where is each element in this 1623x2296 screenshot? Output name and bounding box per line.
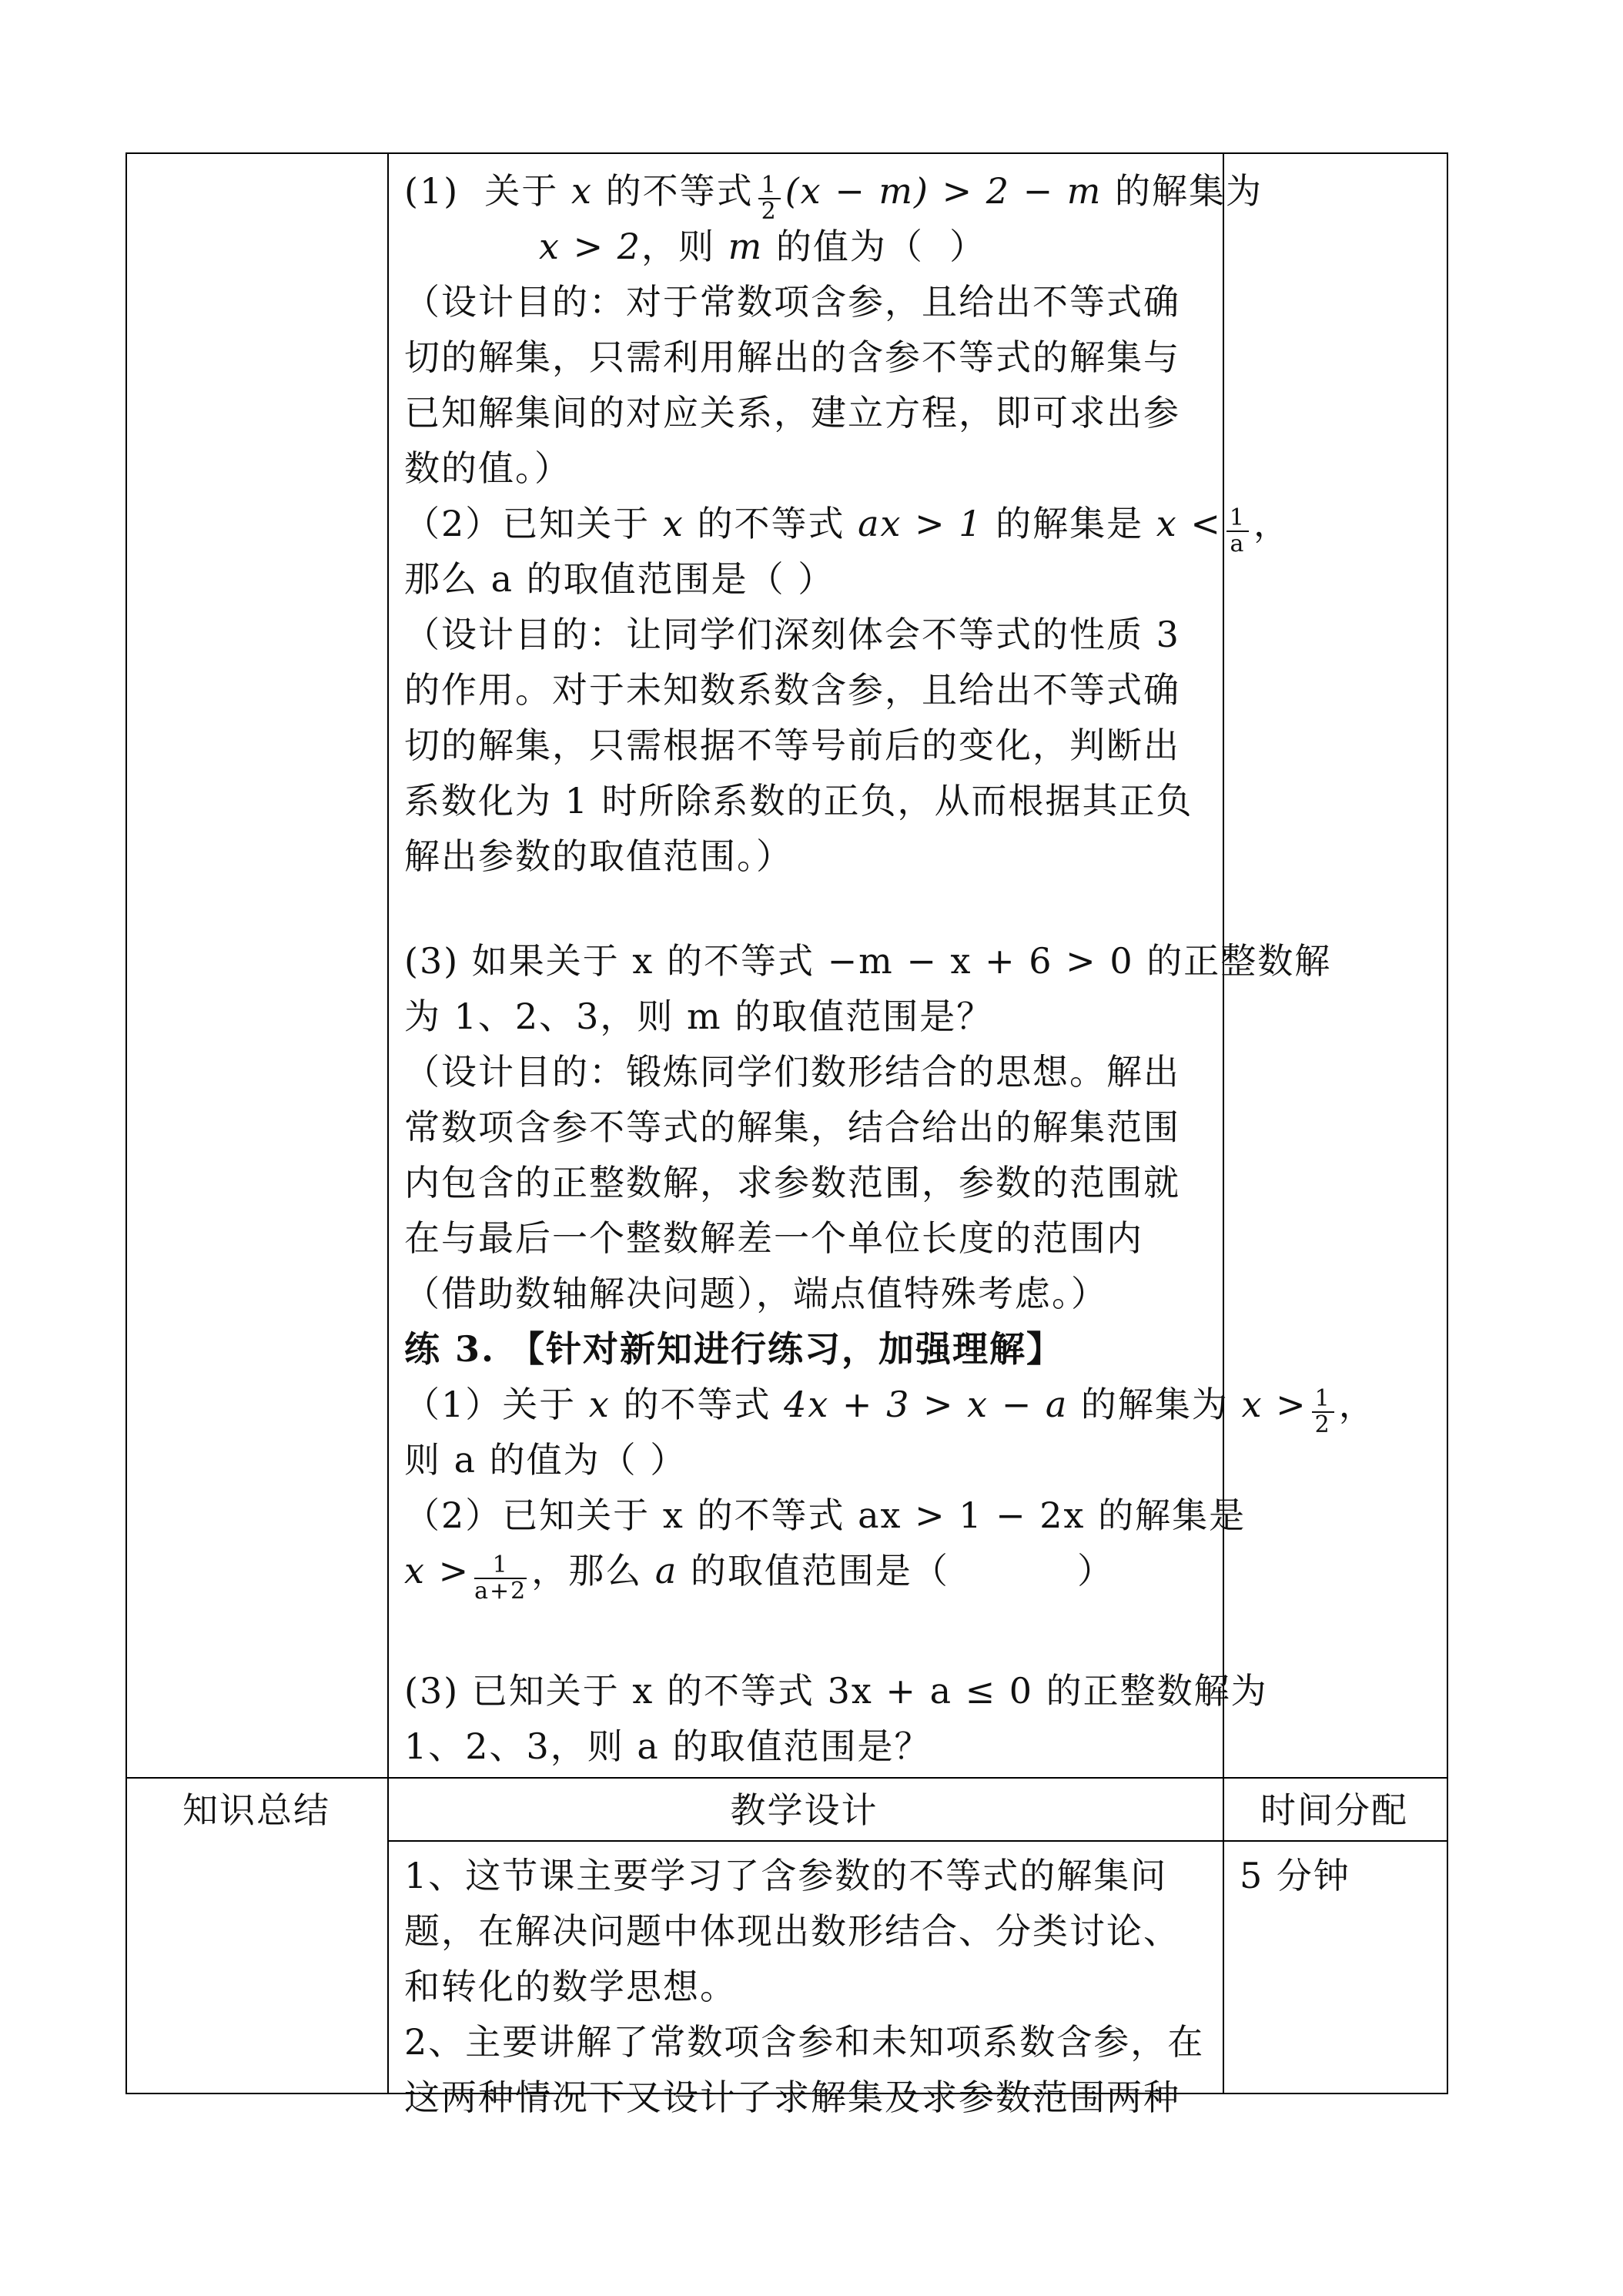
summary-line: 这两种情况下又设计了求解集及求参数范围两种	[404, 2077, 1180, 2118]
summary-line: 2、主要讲解了常数项含参和未知项系数含参，在	[404, 2021, 1205, 2063]
content-line: 则 a 的值为（ ）	[404, 1439, 688, 1481]
content-line: 已知解集间的对应关系，建立方程，即可求出参	[404, 392, 1180, 433]
header-knowledge-summary: 知识总结	[182, 1789, 330, 1831]
content-line: 那么 a 的取值范围是（ ）	[404, 558, 835, 600]
header-teaching-design: 教学设计	[730, 1789, 878, 1831]
summary-line: 和转化的数学思想。	[404, 1966, 737, 2007]
summary-line: 1、这节课主要学习了含参数的不等式的解集问	[404, 1855, 1168, 1896]
content-line: （设计目的：对于常数项含参，且给出不等式确	[404, 281, 1180, 323]
header-time-allocation: 时间分配	[1260, 1789, 1408, 1831]
content-line: 系数化为 1 时所除系数的正负，从而根据其正负	[404, 780, 1193, 822]
content-line: 切的解集，只需利用解出的含参不等式的解集与	[404, 336, 1180, 378]
summary-line: 题，在解决问题中体现出数形结合、分类讨论、	[404, 1910, 1180, 1952]
content-line: 常数项含参不等式的解集，结合给出的解集范围	[404, 1106, 1180, 1148]
content-line: 为 1、2、3，则 m 的取值范围是？	[404, 996, 994, 1037]
row-divider-header-bottom	[387, 1840, 1447, 1842]
content-line: x > 2，则 m 的值为（ ）	[539, 226, 987, 267]
content-line: （设计目的：锻炼同学们数形结合的思想。解出	[404, 1051, 1180, 1093]
exercise-heading: 练 3. 【针对新知进行练习，加强理解】	[404, 1328, 1064, 1370]
content-line: 1、2、3，则 a 的取值范围是？	[404, 1725, 932, 1767]
content-line: 数的值。）	[404, 447, 571, 489]
content-line: 切的解集，只需根据不等号前后的变化，判断出	[404, 725, 1180, 766]
content-line: （2）已知关于 x 的不等式 ax > 1 的解集是 x < $\frac{1}{a}$ ，	[404, 503, 1290, 557]
content-line: 的作用。对于未知数系数含参，且给出不等式确	[404, 669, 1180, 711]
content-line: （借助数轴解决问题），端点值特殊考虑。）	[404, 1273, 1108, 1314]
content-line: （1）关于 x 的不等式 4x + 3 > x − a 的解集为 x > $\frac{1}{2}$ ，	[404, 1384, 1376, 1438]
content-line: 解出参数的取值范围。）	[404, 835, 793, 877]
content-line: （设计目的：让同学们深刻体会不等式的性质 3	[404, 614, 1180, 655]
time-allocation-value: 5 分钟	[1240, 1855, 1350, 1896]
content-line: x > $\frac{1}{a+2}$ ，那么 a 的取值范围是（ ）	[404, 1550, 1115, 1605]
row-divider-header-top	[127, 1777, 1447, 1779]
content-line: (1) 关于 x 的不等式 $\frac{1}{2}$ (x − m) > 2 − m 的解集为	[404, 170, 1263, 225]
content-line: （2）已知关于 x 的不等式 ax > 1 − 2x 的解集是	[404, 1494, 1247, 1536]
content-line: 在与最后一个整数解差一个单位长度的范围内	[404, 1217, 1143, 1259]
content-line: (3) 已知关于 x 的不等式 3x + a ≤ 0 的正整数解为	[404, 1670, 1268, 1712]
content-line: (3) 如果关于 x 的不等式 −m − x + 6 > 0 的正整数解	[404, 940, 1332, 982]
content-line: 内包含的正整数解，求参数范围，参数的范围就	[404, 1162, 1180, 1203]
